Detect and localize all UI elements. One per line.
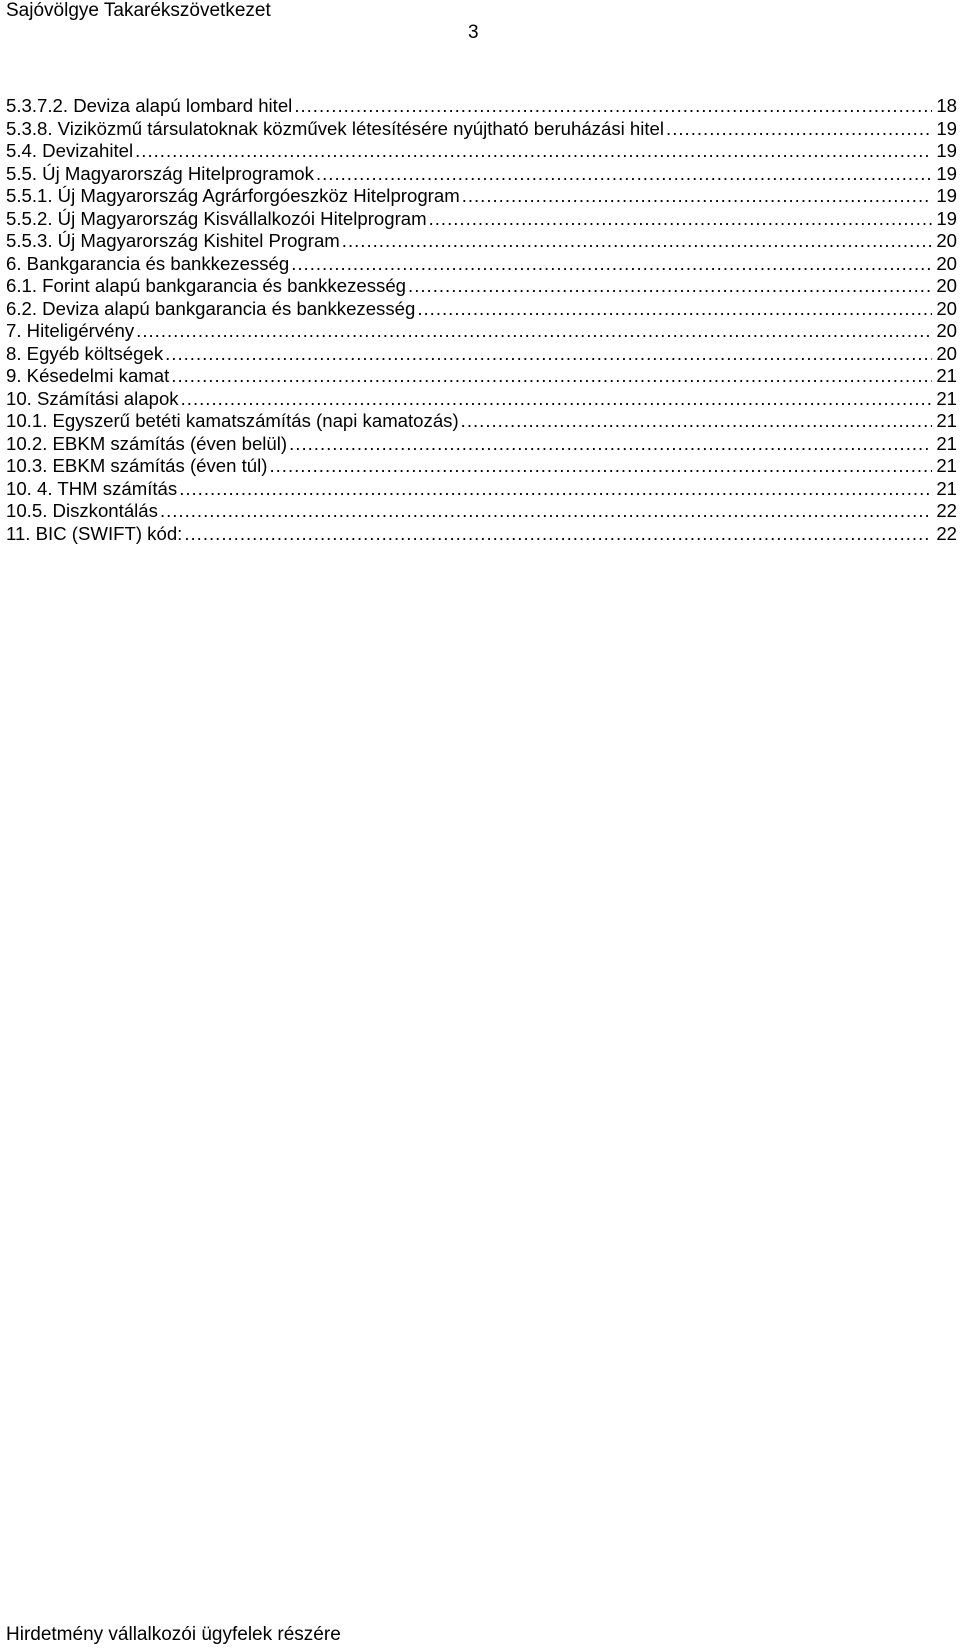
toc-entry-page: 19 (936, 162, 957, 184)
toc-entry-page: 20 (936, 252, 957, 274)
toc-entry-title: 10.5. Diszkontálás (6, 500, 158, 521)
toc-entry-page: 20 (936, 342, 957, 364)
toc-leader-dots (184, 523, 932, 546)
toc-entry-title: 5.5.1. Új Magyarország Agrárforgóeszköz Hitelprogram (6, 185, 460, 206)
document-header-title: Sajóvölgye Takarékszövetkezet (6, 0, 271, 21)
toc-leader-dots (135, 140, 932, 163)
toc-leader-dots (417, 298, 932, 321)
toc-entry[interactable] (6, 253, 957, 276)
toc-entry-page: 22 (936, 522, 957, 544)
toc-entry-page: 21 (936, 410, 957, 431)
toc-entry-title: 5.5. Új Magyarország Hitelprogramok (6, 162, 314, 184)
page-number: 3 (468, 22, 479, 43)
toc-leader-dots (136, 320, 932, 343)
toc-entry-page: 19 (936, 140, 957, 161)
toc-entry[interactable] (6, 410, 957, 433)
toc-entry-title: 5.3.8. Viziközmű társulatoknak közművek létesítésére nyújtható beruházási hitel (6, 117, 665, 139)
toc-leader-dots (429, 208, 933, 231)
toc-leader-dots (342, 230, 933, 253)
toc-leader-dots (289, 433, 932, 456)
toc-entry-page: 21 (936, 387, 957, 409)
toc-entry-title: 6.2. Deviza alapú bankgarancia és bankkezesség (6, 297, 416, 319)
toc-leader-dots (294, 95, 932, 118)
toc-leader-dots (165, 343, 932, 366)
toc-entry-page: 20 (936, 230, 957, 251)
toc-entry[interactable] (6, 140, 957, 163)
toc-entry[interactable] (6, 163, 957, 186)
toc-entry[interactable] (6, 230, 957, 253)
toc-entry-page: 19 (936, 207, 957, 229)
toc-entry-title: 5.5.3. Új Magyarország Kishitel Program (6, 230, 340, 251)
document-footer-title: Hirdetmény vállalkozói ügyfelek részére (6, 1624, 341, 1645)
toc-entry-page: 19 (936, 117, 957, 139)
toc-entry[interactable] (6, 95, 957, 118)
toc-entry-page: 20 (936, 275, 957, 296)
toc-leader-dots (171, 365, 932, 388)
toc-entry-page: 21 (936, 432, 957, 454)
toc-entry-title: 10.3. EBKM számítás (éven túl) (6, 455, 268, 476)
toc-entry[interactable] (6, 320, 957, 343)
toc-entry-title: 8. Egyéb költségek (6, 342, 164, 364)
toc-entry[interactable] (6, 118, 957, 141)
toc-entry[interactable] (6, 523, 957, 546)
toc-entry[interactable] (6, 455, 957, 478)
toc-entry-title: 5.3.7.2. Deviza alapú lombard hitel (6, 95, 293, 116)
toc-entry[interactable] (6, 343, 957, 366)
toc-entry-page: 21 (936, 365, 957, 386)
toc-entry[interactable] (6, 478, 957, 501)
toc-entry[interactable] (6, 500, 957, 523)
toc-entry-page: 21 (936, 477, 957, 499)
toc-entry-title: 6.1. Forint alapú bankgarancia és bankkezesség (6, 275, 407, 296)
toc-entry-title: 7. Hiteligérvény (6, 320, 135, 341)
toc-entry-title: 10.1. Egyszerű betéti kamatszámítás (napi kamatozás) (6, 410, 459, 431)
toc-leader-dots (408, 275, 932, 298)
toc-leader-dots (316, 163, 932, 186)
toc-leader-dots (462, 185, 933, 208)
toc-entry-title: 11. BIC (SWIFT) kód: (6, 522, 183, 544)
toc-leader-dots (179, 478, 932, 501)
toc-entry-title: 5.4. Devizahitel (6, 140, 134, 161)
toc-entry[interactable] (6, 433, 957, 456)
toc-entry-page: 20 (936, 320, 957, 341)
toc-entry-title: 10.2. EBKM számítás (éven belül) (6, 432, 288, 454)
toc-entry[interactable] (6, 208, 957, 231)
toc-entry-title: 10. 4. THM számítás (6, 477, 178, 499)
toc-leader-dots (160, 500, 932, 523)
toc-entry-page: 21 (936, 455, 957, 476)
toc-leader-dots (666, 118, 932, 141)
toc-entry[interactable] (6, 388, 957, 411)
toc-entry-page: 18 (936, 95, 957, 116)
toc-entry[interactable] (6, 298, 957, 321)
toc-entry[interactable] (6, 185, 957, 208)
toc-entry-title: 6. Bankgarancia és bankkezesség (6, 252, 290, 274)
toc-leader-dots (461, 410, 933, 433)
toc-leader-dots (269, 455, 932, 478)
toc-leader-dots (181, 388, 933, 411)
toc-entry-page: 19 (936, 185, 957, 206)
table-of-contents (6, 95, 957, 545)
toc-entry-page: 22 (936, 500, 957, 521)
toc-entry-title: 9. Késedelmi kamat (6, 365, 170, 386)
toc-leader-dots (291, 253, 932, 276)
toc-entry-title: 10. Számítási alapok (6, 387, 179, 409)
toc-entry-title: 5.5.2. Új Magyarország Kisvállalkozói Hitelprogram (6, 207, 427, 229)
toc-entry[interactable] (6, 275, 957, 298)
toc-entry-page: 20 (936, 297, 957, 319)
toc-entry[interactable] (6, 365, 957, 388)
